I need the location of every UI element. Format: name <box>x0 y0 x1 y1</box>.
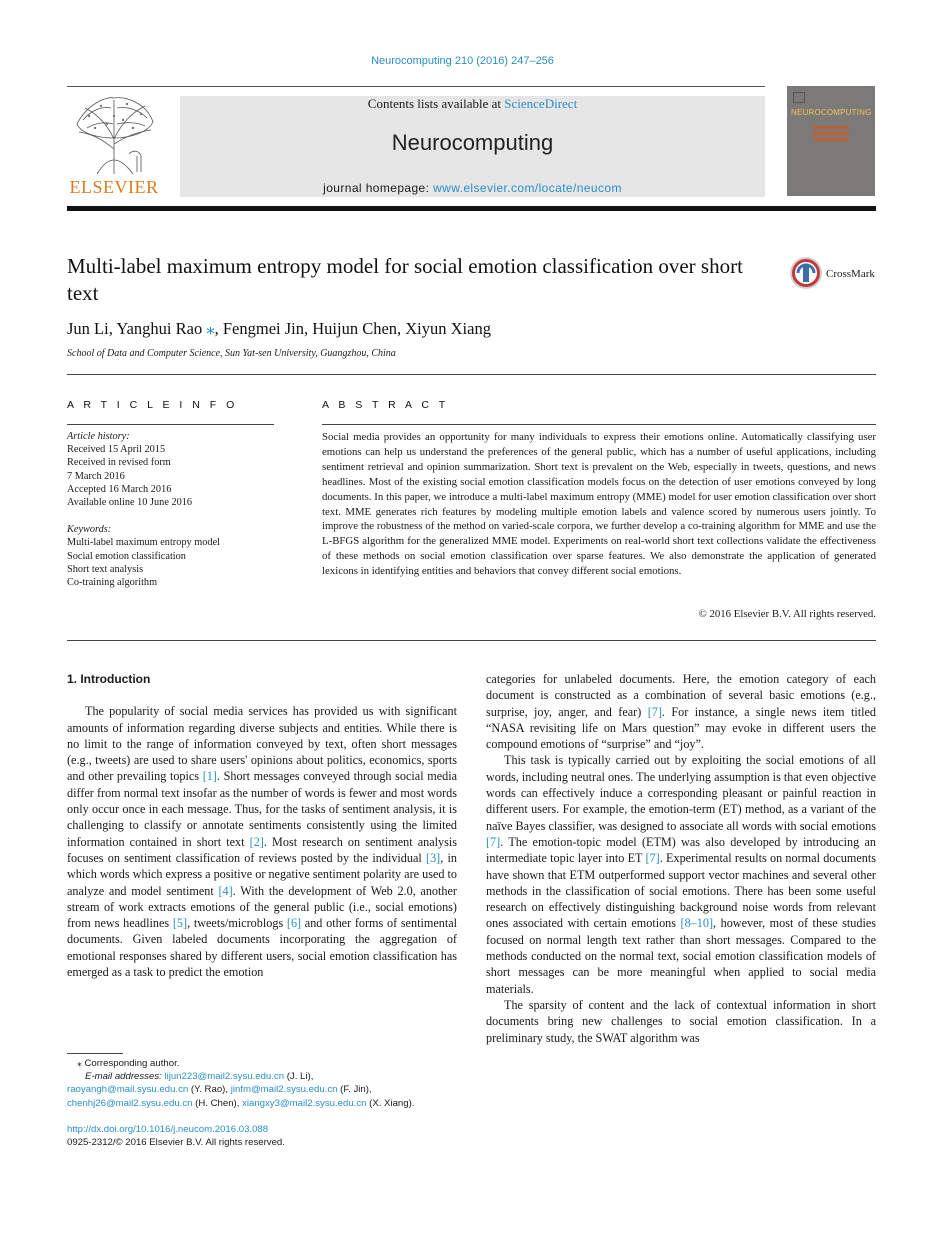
article-history-label: Article history: <box>67 431 130 442</box>
corresponding-author-note: ⁎ Corresponding author. <box>77 1058 180 1069</box>
journal-reference-link[interactable]: Neurocomputing 210 (2016) 247–256 <box>371 55 554 67</box>
cover-decoration <box>813 138 849 141</box>
email-line: E-mail addresses: lijun223@mail2.sysu.edu.cn (J. Li), <box>85 1071 314 1083</box>
keyword-item: Short text analysis <box>67 563 144 575</box>
elsevier-tree-icon <box>67 94 161 176</box>
citation-link[interactable]: [7] <box>645 851 660 866</box>
abstract-bottom-rule <box>67 640 876 641</box>
cover-publisher-icon <box>793 92 805 103</box>
crossmark-icon <box>789 256 823 290</box>
article-info <box>67 430 274 589</box>
homepage-prefix: journal homepage: <box>323 181 434 195</box>
author-list <box>67 319 491 339</box>
email-link[interactable]: chenhj26@mail2.sysu.edu.cn <box>67 1097 193 1109</box>
cover-title: NEUROCOMPUTING <box>791 108 872 117</box>
header-top-rule <box>67 86 765 87</box>
citation-link[interactable]: [6] <box>286 916 302 931</box>
authors-before: Jun Li, Yanghui Rao <box>67 319 207 338</box>
history-item: Received 15 April 2015 <box>67 444 166 456</box>
body-paragraph: categories for unlabeled documents. Here, the emotion category of each document is constructed as a combination of several basic emotions (e.g., surprise, joy, anger, and fear) [7]. For instance, a single news item titled “NASA revisiting life on Mars question” may evoke in different users the compound emotions of “surprise” and “joy”. <box>486 672 876 752</box>
citation-link[interactable]: [7] <box>486 834 501 849</box>
issn-line: 0925-2312/© 2016 Elsevier B.V. All rights reserved. <box>67 1137 285 1149</box>
citation-link[interactable]: [3] <box>426 850 441 865</box>
article-info-heading: A R T I C L E I N F O <box>67 399 238 411</box>
page-footer <box>67 1123 467 1149</box>
email-label: E-mail addresses: <box>85 1071 165 1083</box>
keyword-item: Multi-label maximum entropy model <box>67 537 220 549</box>
history-item: Received in revised form <box>67 457 171 469</box>
body-column-left <box>67 671 457 980</box>
journal-homepage-link[interactable]: www.elsevier.com/locate/neucom <box>433 181 622 195</box>
journal-name: Neurocomputing <box>391 130 554 155</box>
crossmark-label: CrossMark <box>826 268 875 280</box>
keyword-item: Social emotion classification <box>67 550 186 562</box>
keyword-item: Co-training algorithm <box>67 577 158 589</box>
abstract-copyright: © 2016 Elsevier B.V. All rights reserved. <box>698 608 876 620</box>
history-item: Available online 10 June 2016 <box>67 497 193 509</box>
email-link[interactable]: raoyangh@mail.sysu.edu.cn <box>67 1084 189 1096</box>
cover-decoration <box>813 126 849 129</box>
body-paragraph: This task is typically carried out by exploiting the social emotions of all words, including neutral ones. The underlying assumption is that even objective words can effectively induce a corresponding pleasant or painful reaction in different users. For example, the emotion-term (ET) method, as a variant of the naïve Bayes classifier, was designed to associate all words with social emotions [7]. The emotion-topic model (ETM) was also developed by introducing an intermediate topic layer into ET [7]. Experimental results on normal documents have shown that ETM outperformed support vector machines and several other methods in the classification of social emotions. There has been some useful research on effectively distinguishing background noise words from relevant ones associated with certain emotions [8–10], however, most of these studies focused on normal length text rather than short messages. Compared to the methods conducted on the normal text, social emotion classification models of short messages can be more meaningful when applied to social media materials. <box>486 753 877 996</box>
title-block-rule <box>67 374 876 375</box>
article-title: Multi-label maximum entropy model for social emotion classification over short text <box>67 254 743 305</box>
email-line: chenhj26@mail2.sysu.edu.cn (H. Chen), xiangxy3@mail2.sysu.edu.cn (X. Xiang). <box>67 1097 415 1109</box>
email-link[interactable]: xiangxy3@mail2.sysu.edu.cn <box>242 1097 367 1109</box>
citation-link[interactable]: [4] <box>218 883 233 898</box>
email-link[interactable]: lijun223@mail2.sysu.edu.cn <box>164 1071 285 1083</box>
contents-available-line <box>180 96 765 112</box>
citation-link[interactable]: [5] <box>172 916 188 931</box>
history-item: Accepted 16 March 2016 <box>67 483 172 495</box>
affiliation: School of Data and Computer Science, Sun Yat-sen University, Guangzhou, China <box>67 348 396 359</box>
footnote-rule <box>67 1053 123 1054</box>
cover-decoration <box>813 132 849 135</box>
crossmark-badge[interactable] <box>789 256 879 292</box>
footnotes <box>67 1057 467 1110</box>
body-paragraph: The popularity of social media services has provided us with significant amounts of information regarding diverse subjects and entities. While there is no limit to the range of information conveyed by text, often short messages (e.g., tweets) are used to share users' opinions about politics, economics, sports and other prevailing topics [1]. Short messages conveyed through social media differ from normal text insofar as the number of words is fewer and most words only occur once in each message. Thus, for the tasks of sentiment analysis, it is challenging to classify or annotate sentiments consistently using the limited information contained in short text [2]. Most research on sentiment analysis focuses on sentiment classification of reviews posted by the individual [3], in which words which express a positive or negative sentiment polarity are used to analyze and model sentiment [4]. With the development of Web 2.0, another stream of work extracts emotions of the general public (i.e., social emotions) from news headlines [5], tweets/microblogs [6] and other forms of sentimental documents. Given labeled documents incorporating the aggregation of emotional responses shared by different users, social emotion classification has emerged as a task to predict the emotion <box>67 704 458 980</box>
citation-link[interactable]: [7] <box>647 704 662 719</box>
history-item: 7 March 2016 <box>67 470 125 482</box>
doi-link[interactable]: http://dx.doi.org/10.1016/j.neucom.2016.03.088 <box>67 1124 269 1135</box>
keywords-label: Keywords: <box>67 524 112 536</box>
corresponding-author-mark[interactable]: ⁎ <box>206 319 215 338</box>
citation-link[interactable]: [2] <box>249 834 264 849</box>
elsevier-logo <box>67 94 161 198</box>
journal-cover-thumbnail[interactable] <box>787 86 875 196</box>
journal-homepage-line <box>180 181 765 195</box>
section-heading-introduction: 1. Introduction <box>67 672 151 686</box>
article-info-rule <box>67 424 274 425</box>
authors-after: , Fengmei Jin, Huijun Chen, Xiyun Xiang <box>214 319 491 338</box>
body-paragraph: The sparsity of content and the lack of contextual information in short documents bring new challenges to social emotion classification. In a preliminary study, the SWAT algorithm was <box>486 997 876 1045</box>
abstract-rule <box>322 424 876 425</box>
header-thick-rule <box>67 206 876 211</box>
abstract-heading: A B S T R A C T <box>322 399 449 411</box>
citation-link[interactable]: [8–10] <box>680 916 714 931</box>
email-line: raoyangh@mail.sysu.edu.cn (Y. Rao), jinfm@mail2.sysu.edu.cn (F. Jin), <box>67 1084 372 1096</box>
abstract-text: Social media provides an opportunity for many individuals to express their emotions online. Automatically classifying user emotions can help us understand the preferences of the general public, which has a number of useful applications, including sentiment retrieval and opinion summarization. Short text is prevalent on the Web, especially in tweets, questions, and news headlines. Most of the existing social emotion classification models focus on the detection of user emotions conveyed by long documents. In this paper, we introduce a multi-label maximum entropy (MME) model for user emotion classification over short text. MME generates rich features by modeling multiple emotion labels and valence scored by numerous users jointly. To improve the robustness of the method on varied-scale corpora, we further develop a co-training algorithm for MME and use the L-BFGS algorithm for the generalized MME model. Experiments on real-world short text collections validate the effectiveness of these methods on social emotion classification over sparse features. We also demonstrate the application of generated lexicons in identifying entities and behaviors that convey different social emotions. <box>322 431 876 578</box>
contents-prefix: Contents lists available at <box>367 96 505 111</box>
email-link[interactable]: jinfm@mail2.sysu.edu.cn <box>230 1084 338 1096</box>
body-column-right <box>486 671 876 1046</box>
citation-link[interactable]: [1] <box>202 769 217 784</box>
elsevier-wordmark: ELSEVIER <box>69 177 159 197</box>
sciencedirect-link[interactable]: ScienceDirect <box>504 96 578 111</box>
